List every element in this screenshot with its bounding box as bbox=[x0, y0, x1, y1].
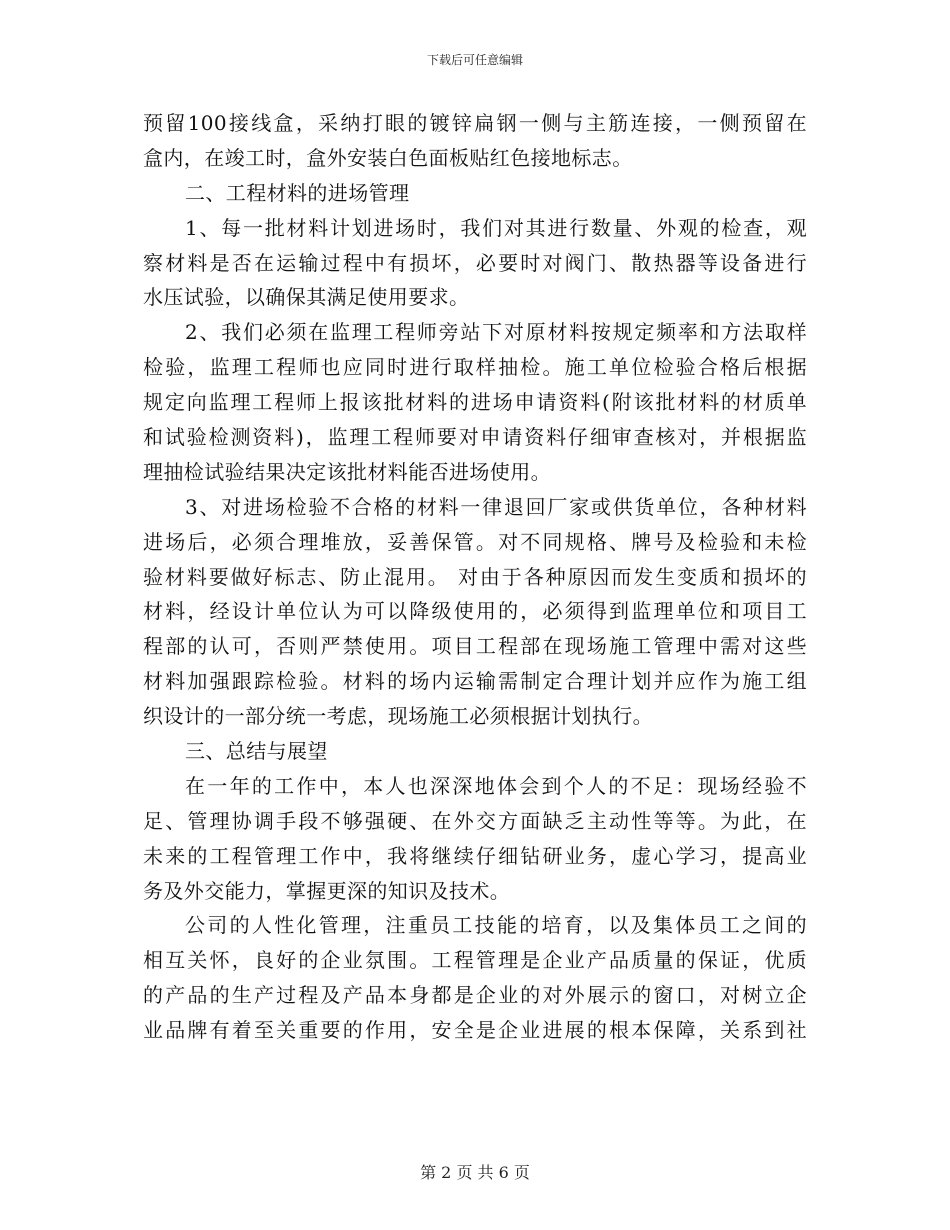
text-line: 未来的工程管理工作中，我将继续仔细钻研业务，虚心学习，提高业 bbox=[143, 843, 807, 868]
text-line: 和试验检测资料)，监理工程师要对申请资料仔细审查核对，并根据监 bbox=[143, 425, 807, 450]
text-line: 预留100接线盒，采纳打眼的镀锌扁钢一侧与主筋连接，一侧预留在 bbox=[143, 111, 807, 135]
text-line: 2、我们必须在监理工程师旁站下对原材料按规定频率和方法取样 bbox=[185, 320, 807, 345]
text-line: 进场后，必须合理堆放，妥善保管。对不同规格、牌号及检验和未检 bbox=[143, 529, 807, 554]
page-header: 下载后可任意编辑 bbox=[426, 53, 523, 67]
text-line: 盒内，在竣工时，盒外安装白色面板贴红色接地标志。 bbox=[143, 145, 633, 170]
text-line: 在一年的工作中，本人也深深地体会到个人的不足：现场经验不 bbox=[185, 773, 807, 798]
text-line: 相互关怀，良好的企业氛围。工程管理是企业产品质量的保证，优质 bbox=[143, 948, 807, 973]
text-line: 理抽检试验结果决定该批材料能否进场使用。 bbox=[143, 459, 551, 484]
text-line: 织设计的一部分统一考虑，现场施工必须根据计划执行。 bbox=[143, 704, 653, 729]
text-line: 足、管理协调手段不够强硬、在外交方面缺乏主动性等等。为此，在 bbox=[143, 808, 807, 833]
text-line: 规定向监理工程师上报该批材料的进场申请资料(附该批材料的材质单 bbox=[143, 390, 807, 415]
text-line: 业品牌有着至关重要的作用，安全是企业进展的根本保障，关系到社 bbox=[143, 1018, 807, 1043]
text-line: 检验，监理工程师也应同时进行取样抽检。施工单位检验合格后根据 bbox=[143, 355, 807, 380]
text-line: 3、对进场检验不合格的材料一律退回厂家或供货单位，各种材料 bbox=[185, 494, 807, 519]
text-line: 材料加强跟踪检验。材料的场内运输需制定合理计划并应作为施工组 bbox=[143, 669, 807, 694]
text-line: 察材料是否在运输过程中有损坏，必要时对阀门、散热器等设备进行 bbox=[143, 250, 807, 275]
text-line: 1、每一批材料计划进场时，我们对其进行数量、外观的检查，观 bbox=[185, 215, 807, 240]
text-line: 二、工程材料的进场管理 bbox=[185, 180, 410, 205]
text-line: 程部的认可，否则严禁使用。项目工程部在现场施工管理中需对这些 bbox=[143, 634, 807, 659]
text-line: 水压试验，以确保其满足使用要求。 bbox=[143, 285, 470, 310]
page-number: 第 2 页 共 6 页 bbox=[420, 1163, 530, 1182]
text-line: 公司的人性化管理，注重员工技能的培育，以及集体员工之间的 bbox=[185, 913, 807, 938]
text-line: 验材料要做好标志、防止混用。 对由于各种原因而发生变质和损坏的 bbox=[143, 564, 807, 589]
document-body bbox=[143, 106, 807, 1048]
text-line: 三、总结与展望 bbox=[185, 739, 328, 764]
text-line: 材料，经设计单位认为可以降级使用的，必须得到监理单位和项目工 bbox=[143, 599, 807, 624]
text-line: 务及外交能力，掌握更深的知识及技术。 bbox=[143, 878, 511, 903]
text-line: 的产品的生产过程及产品本身都是企业的对外展示的窗口，对树立企 bbox=[143, 983, 807, 1008]
